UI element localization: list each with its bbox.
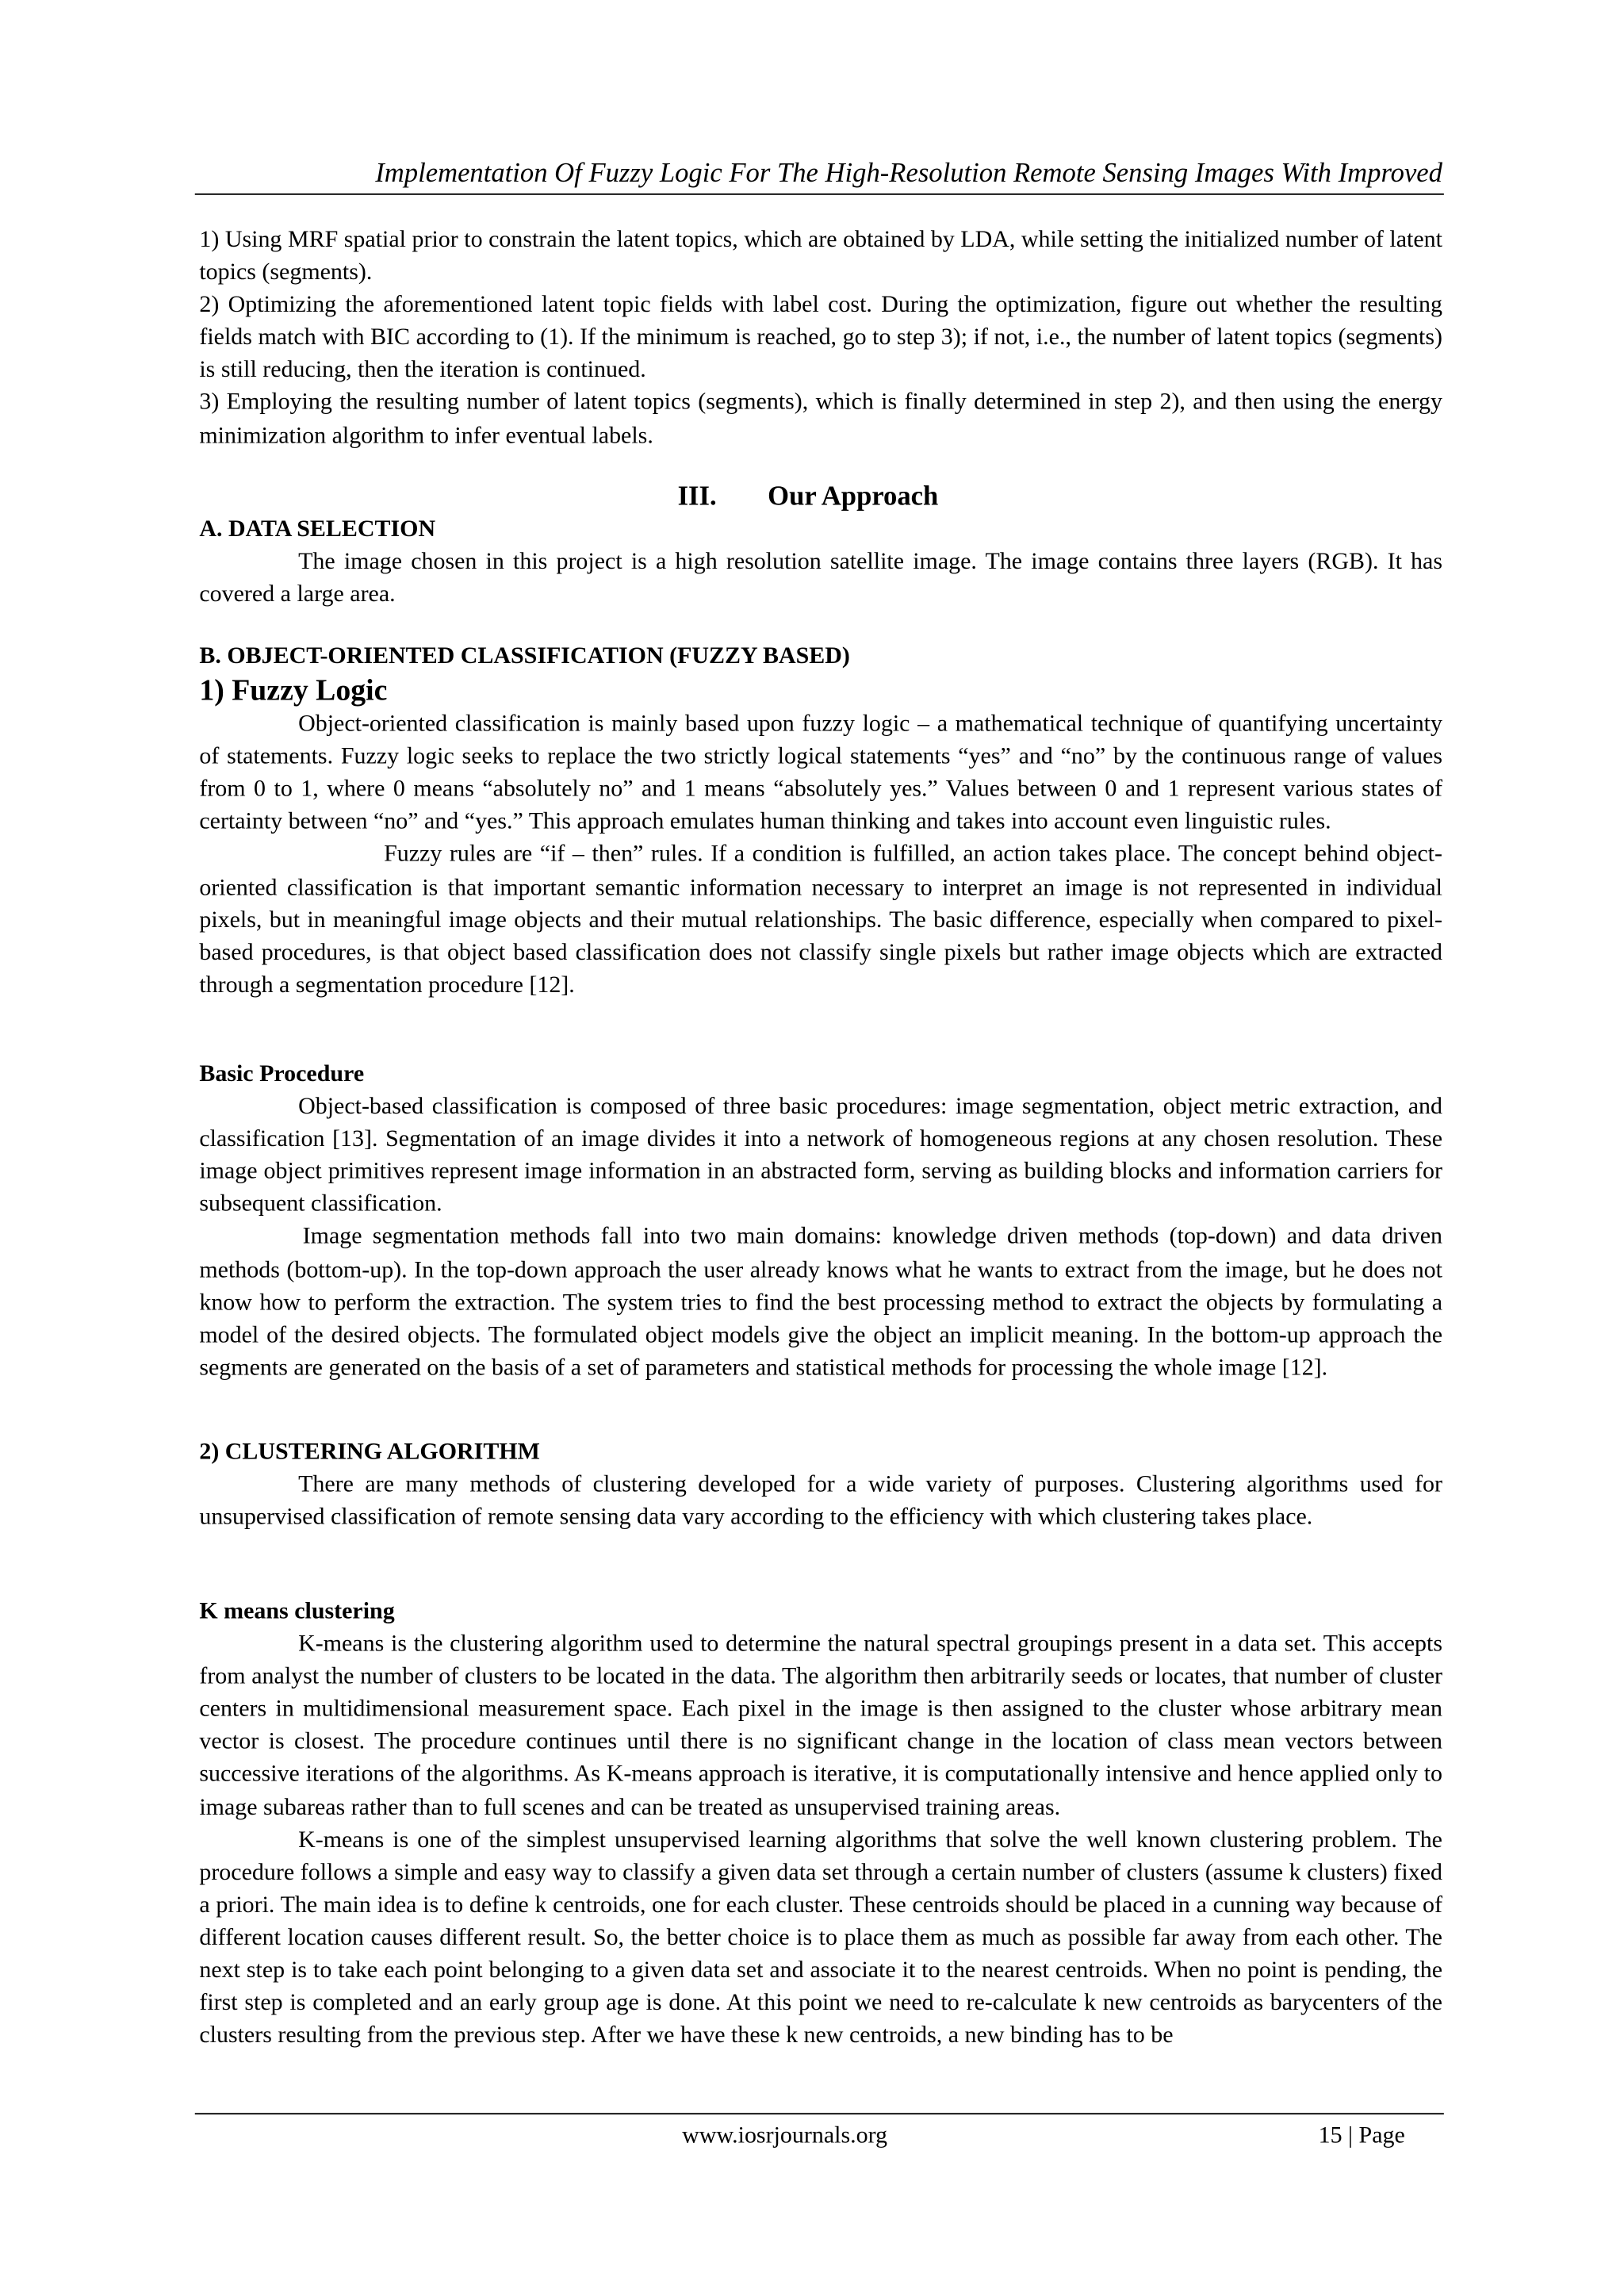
basic-procedure-paragraph-1: Object-based classification is composed of three basic procedures: image segmentation, object metric extraction, and classification [13]. Segmentation of an image divides it into a network of homogeneous regions at any chosen resolution. These image object primitives represent image information in an abstracted form, serving as building blocks and information carriers for subsequent classification. <box>199 1094 1442 1217</box>
intro-steps <box>199 224 1442 453</box>
footer-page-number: 15 | Page <box>1318 2123 1405 2148</box>
basic-procedure-paragraph-2: Image segmentation methods fall into two main domains: knowledge driven methods (top-down) and data driven methods (bottom-up). In the top-down approach the user already knows what he wants to extract from the image, but he does not know how to perform the extraction. The system tries to find the best processing method to extract the objects by formulating a model of the desired objects. The formulated object models give the object an implicit meaning. In the bottom-up approach the segments are generated on the basis of a set of parameters and statistical methods for processing the whole image [12]. <box>199 1225 1442 1381</box>
data-selection-text: The image chosen in this project is a high resolution satellite image. The image contains three layers (RGB). It has covered a large area. <box>199 549 1442 608</box>
object-classification-section <box>199 641 1442 1002</box>
fuzzy-logic-subheading: 1) Fuzzy Logic <box>199 675 388 707</box>
clustering-text: There are many methods of clustering developed for a wide variety of purposes. Clustering algorithms used for unsupervised classification of remote sensing data vary according to the efficiency with which clustering takes place. <box>199 1472 1442 1531</box>
object-classification-heading: B. OBJECT-ORIENTED CLASSIFICATION (FUZZY BASED) <box>199 643 850 669</box>
running-header-title: Implementation Of Fuzzy Logic For The High-Resolution Remote Sensing Images With Improved <box>375 158 1442 190</box>
clustering-heading: 2) CLUSTERING ALGORITHM <box>199 1439 540 1465</box>
section-heading <box>678 480 939 516</box>
clustering-section <box>199 1437 1442 1535</box>
section-title: Our Approach <box>768 481 939 513</box>
kmeans-heading: K means clustering <box>199 1599 395 1625</box>
header-rule <box>195 194 1444 195</box>
footer-url: www.iosrjournals.org <box>682 2123 888 2148</box>
kmeans-paragraph-2: K-means is one of the simplest unsupervised learning algorithms that solve the well known clustering problem. The procedure follows a simple and easy way to classify a given data set through a certain number of clusters (assume k clusters) fixed a priori. The main idea is to define k centroids, one for each cluster. These centroids should be placed in a cunning way because of different location causes different result. So, the better choice is to place them as much as possible far away from each other. The next step is to take each point belonging to a given data set and associate it to the nearest centroids. When no point is pending, the first step is completed and an early group age is done. At this point we need to re-calculate k new centroids as barycenters of the clusters resulting from the previous step. After we have these k new centroids, a new binding has to be <box>199 1827 1442 2049</box>
kmeans-section <box>199 1596 1442 2053</box>
data-selection-section <box>199 514 1442 611</box>
basic-procedure-heading: Basic Procedure <box>199 1061 365 1087</box>
footer-rule <box>195 2113 1444 2114</box>
basic-procedure-section <box>199 1059 1442 1385</box>
intro-step-3: 3) Employing the resulting number of latent topics (segments), which is finally determined in step 2), and then using the energy minimization algorithm to infer eventual labels. <box>199 390 1442 449</box>
fuzzy-logic-paragraph-2: Fuzzy rules are “if – then” rules. If a condition is fulfilled, an action takes place. The concept behind object-oriented classification is that important semantic information necessary to interpret an image is not represented in individual pixels, but in meaningful image objects and their mutual relationships. The basic difference, especially when compared to pixel-based procedures, is that object based classification does not classify single pixels but rather image objects which are extracted through a segmentation procedure [12]. <box>199 842 1442 999</box>
intro-step-1: 1) Using MRF spatial prior to constrain the latent topics, which are obtained by LDA, while setting the initialized number of latent topics (segments). <box>199 227 1442 286</box>
section-number: III. <box>677 481 717 513</box>
intro-step-2: 2) Optimizing the aforementioned latent topic fields with label cost. During the optimization, figure out whether the resulting fields match with BIC according to (1). If the minimum is reached, go to step 3); if not, i.e., the number of latent topics (segments) is still reducing, then the iteration is continued. <box>199 292 1442 383</box>
fuzzy-logic-paragraph-1: Object-oriented classification is mainly based upon fuzzy logic – a mathematical technique of quantifying uncertainty of statements. Fuzzy logic seeks to replace the two strictly logical statements “yes” and “no” by the continuous range of values from 0 to 1, where 0 means “absolutely no” and 1 means “absolutely yes.” Values between 0 and 1 represent various states of certainty between “no” and “yes.” This approach emulates human thinking and takes into account even linguistic rules. <box>199 711 1442 835</box>
data-selection-heading: A. DATA SELECTION <box>199 516 436 542</box>
kmeans-paragraph-1: K-means is the clustering algorithm used to determine the natural spectral groupings present in a data set. This accepts from analyst the number of clusters to be located in the data. The algorithm then arbitrarily seeds or locates, that number of cluster centers in multidimensional measurement space. Each pixel in the image is then assigned to the cluster whose arbitrary mean vector is closest. The procedure continues until there is no significant change in the location of class mean vectors between successive iterations of the algorithms. As K-means approach is iterative, it is computationally intensive and hence applied only to image subareas rather than to full scenes and can be treated as unsupervised training areas. <box>199 1631 1442 1820</box>
